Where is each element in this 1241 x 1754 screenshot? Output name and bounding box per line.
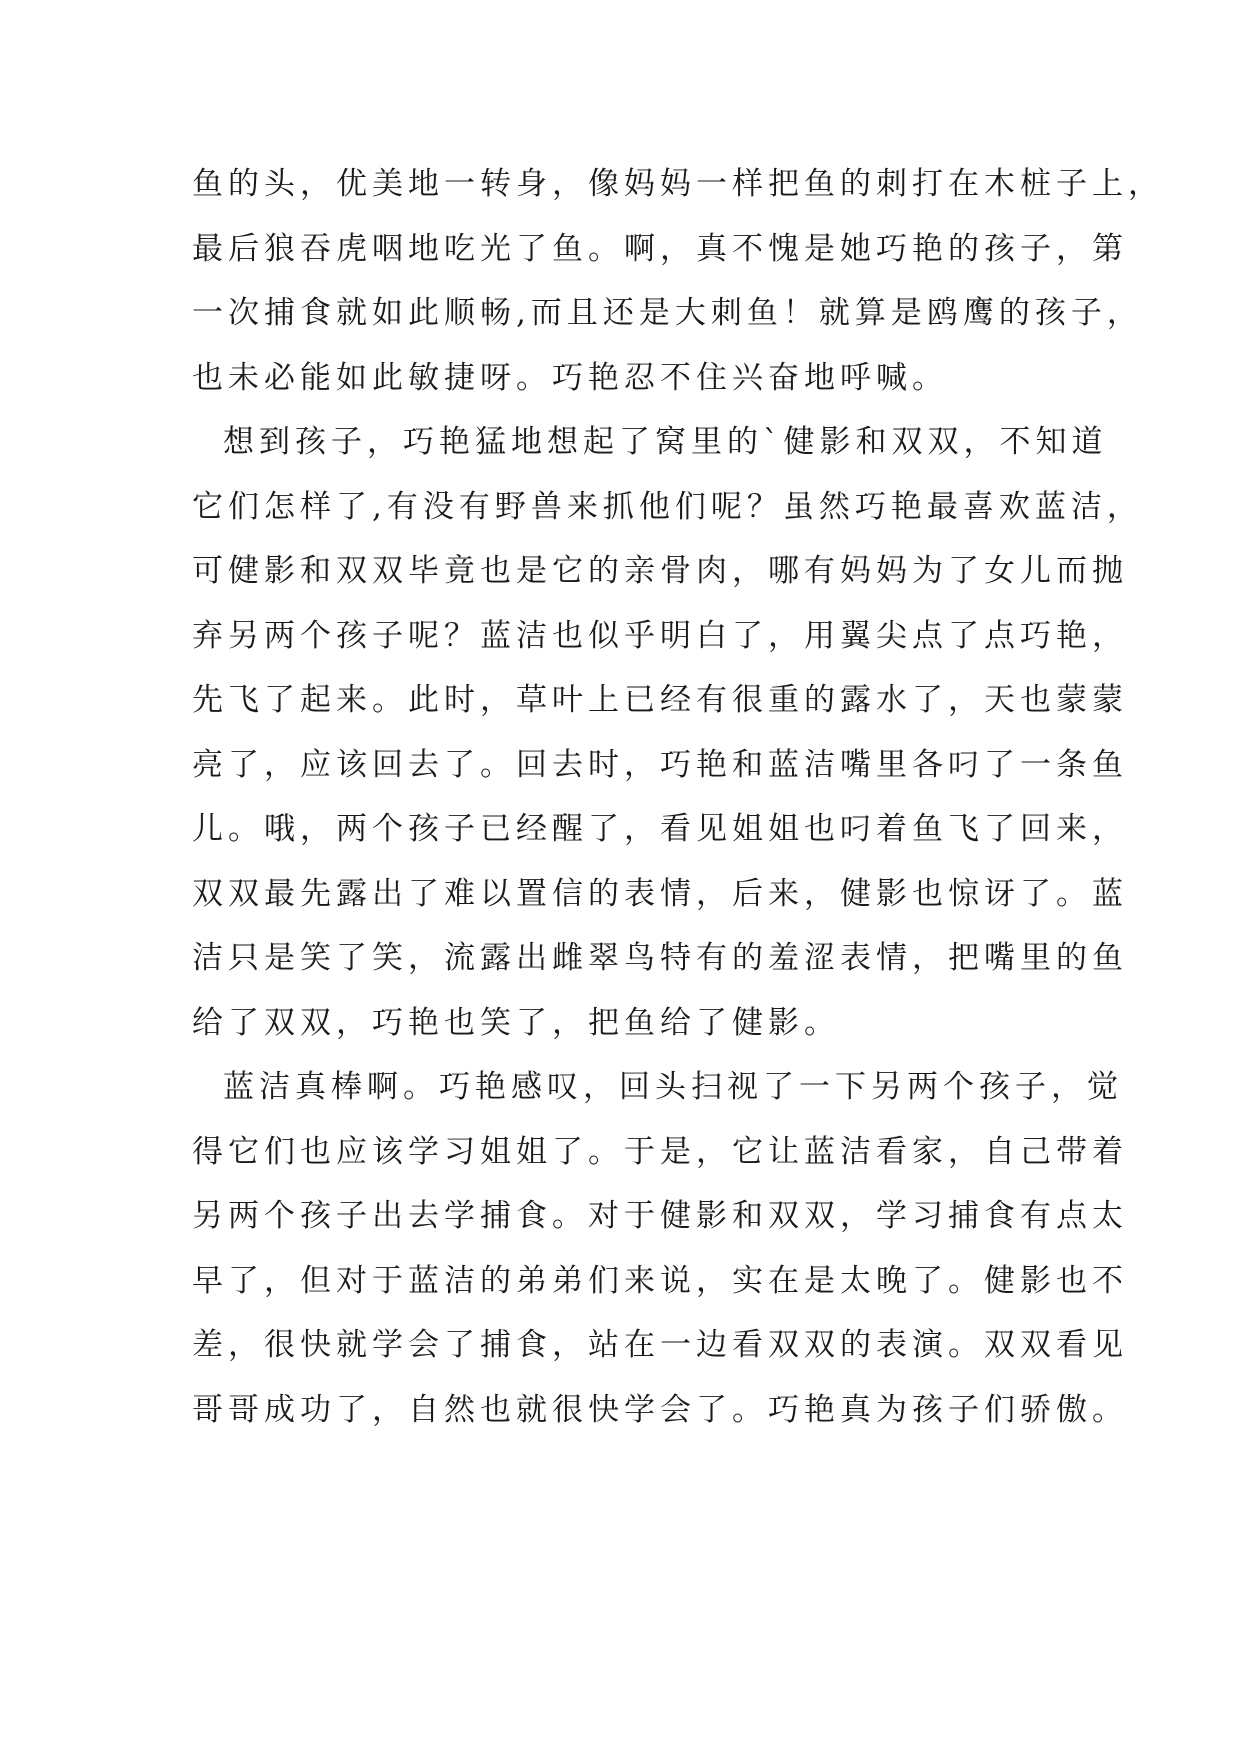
text-line: 双双最先露出了难以置信的表情，后来，健影也惊讶了。蓝 bbox=[192, 875, 1128, 912]
text-line: 得它们也应该学习姐姐了。于是，它让蓝洁看家，自己带着 bbox=[192, 1133, 1128, 1170]
paragraph-start-line: 蓝洁真棒啊。巧艳感叹，回头扫视了一下另两个孩子，觉 bbox=[223, 1069, 1123, 1105]
text-line: 可健影和双双毕竟也是它的亲骨肉，哪有妈妈为了女儿而抛 bbox=[192, 553, 1128, 589]
text-line: 最后狼吞虎咽地吃光了鱼。啊，真不愧是她巧艳的孩子，第 bbox=[192, 230, 1128, 267]
text-line: 也未必能如此敏捷呀。巧艳忍不住兴奋地呼喊。 bbox=[192, 359, 948, 396]
text-line: 给了双双，巧艳也笑了，把鱼给了健影。 bbox=[192, 1004, 840, 1041]
text-line: 它们怎样了,有没有野兽来抓他们呢？虽然巧艳最喜欢蓝洁， bbox=[192, 488, 1143, 525]
text-line: 儿。哦，两个孩子已经醒了，看见姐姐也叼着鱼飞了回来， bbox=[192, 811, 1128, 847]
text-line: 亮了，应该回去了。回去时，巧艳和蓝洁嘴里各叼了一条鱼 bbox=[192, 746, 1128, 783]
text-line: 哥哥成功了，自然也就很快学会了。巧艳真为孩子们骄傲。 bbox=[192, 1391, 1128, 1428]
text-line: 先飞了起来。此时，草叶上已经有很重的露水了，天也蒙蒙 bbox=[192, 682, 1128, 718]
paragraph-start-line: 想到孩子，巧艳猛地想起了窝里的`健影和双双，不知道 bbox=[223, 424, 1108, 460]
text-line: 鱼的头，优美地一转身，像妈妈一样把鱼的刺打在木桩子上， bbox=[192, 166, 1164, 202]
document-body bbox=[192, 152, 1164, 1442]
text-line: 一次捕食就如此顺畅,而且还是大刺鱼！就算是鸥鹰的孩子， bbox=[192, 295, 1143, 331]
text-line: 差，很快就学会了捕食，站在一边看双双的表演。双双看见 bbox=[192, 1327, 1128, 1363]
text-line: 另两个孩子出去学捕食。对于健影和双双，学习捕食有点太 bbox=[192, 1198, 1128, 1234]
text-line: 洁只是笑了笑，流露出雌翠鸟特有的羞涩表情，把嘴里的鱼 bbox=[192, 940, 1128, 976]
text-line: 早了，但对于蓝洁的弟弟们来说，实在是太晚了。健影也不 bbox=[192, 1262, 1128, 1299]
text-line: 弃另两个孩子呢？蓝洁也似乎明白了，用翼尖点了点巧艳， bbox=[192, 617, 1128, 654]
